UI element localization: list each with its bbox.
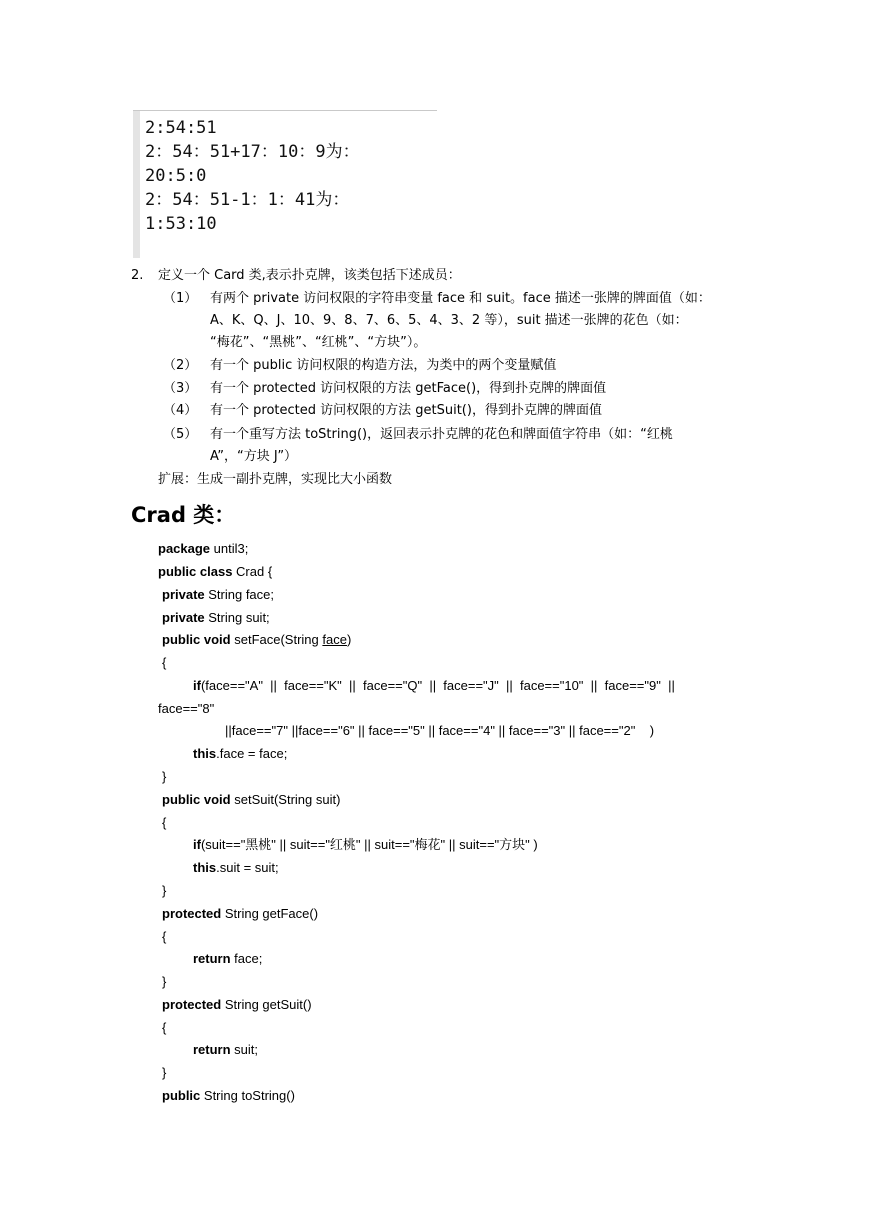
item-number: （4） — [163, 403, 198, 418]
item-text: 有一个重写方法 toString()，返回表示扑克牌的花色和牌面值字符串（如：“红桃 — [210, 427, 673, 442]
keyword: protected — [162, 997, 222, 1012]
code-line — [193, 859, 279, 877]
code-text: String face; — [204, 587, 275, 602]
item-text: “梅花”、“黑桃”、“红桃”、“方块”）。 — [210, 335, 427, 350]
console-line: 2：54：51-1：1：41为： — [145, 190, 350, 210]
code-text: (suit=="黑桃" || suit=="红桃" || suit=="梅花" || suit=="方块" ) — [200, 837, 538, 852]
item-text: 有两个 private 访问权限的字符串变量 face 和 suit。face 描述一张牌的牌面值（如： — [210, 291, 711, 306]
code-line — [162, 631, 351, 649]
keyword: if — [193, 678, 201, 693]
code-line — [193, 836, 538, 854]
keyword: private — [162, 610, 205, 625]
console-line: 20:5:0 — [145, 166, 207, 186]
code-line — [193, 677, 675, 695]
code-text: face; — [230, 951, 263, 966]
keyword: package — [158, 541, 211, 556]
keyword: public void — [162, 632, 231, 647]
code-text: (face=="A" || face=="K" || face=="Q" || face=="J" || face=="10" || face=="9" || — [200, 678, 675, 693]
code-line: { — [162, 1020, 167, 1035]
code-text: ) — [346, 632, 352, 647]
item-number: （3） — [163, 381, 198, 396]
code-line — [193, 950, 262, 968]
code-text: .face = face; — [216, 746, 288, 761]
item-number: （1） — [163, 291, 198, 306]
code-text: String getSuit() — [221, 997, 312, 1012]
console-line: 1:53:10 — [145, 214, 217, 234]
code-line: { — [162, 815, 167, 830]
code-text: until3; — [210, 541, 249, 556]
section-heading: Crad 类： — [131, 503, 236, 527]
keyword: return — [193, 951, 231, 966]
keyword: this — [193, 860, 217, 875]
keyword: public class — [158, 564, 233, 579]
keyword: if — [193, 837, 201, 852]
keyword: this — [193, 746, 217, 761]
code-text: suit; — [230, 1042, 259, 1057]
code-text: setFace(String — [230, 632, 323, 647]
console-gutter — [133, 111, 140, 258]
keyword: public void — [162, 792, 231, 807]
code-text: Crad { — [232, 564, 273, 579]
keyword: protected — [162, 906, 222, 921]
item-number: （2） — [163, 358, 198, 373]
console-line: 2：54：51+17：10：9为： — [145, 142, 360, 162]
code-line — [162, 996, 312, 1014]
console-output-screenshot — [133, 110, 437, 258]
code-line — [158, 540, 248, 558]
code-line — [162, 905, 318, 923]
code-line: { — [162, 655, 167, 670]
code-text: String suit; — [204, 610, 270, 625]
code-line: } — [162, 1065, 167, 1080]
code-text: String toString() — [200, 1088, 295, 1103]
code-line — [162, 1087, 295, 1105]
item-text: 有一个 protected 访问权限的方法 getFace()，得到扑克牌的牌面值 — [210, 381, 607, 396]
code-line — [162, 586, 274, 604]
item-text: A”，“方块 J”） — [210, 449, 298, 464]
task-extension: 扩展：生成一副扑克牌，实现比大小函数 — [158, 472, 393, 487]
code-line — [158, 563, 272, 581]
code-line: { — [162, 929, 167, 944]
item-text: 有一个 protected 访问权限的方法 getSuit()，得到扑克牌的牌面值 — [210, 403, 602, 418]
code-param: face — [322, 632, 347, 647]
item-number: （5） — [163, 427, 198, 442]
console-lines — [145, 116, 360, 236]
code-line: ||face=="7" ||face=="6" || face=="5" || face=="4" || face=="3" || face=="2" ) — [225, 723, 655, 738]
code-line: } — [162, 769, 167, 784]
code-line: } — [162, 974, 167, 989]
code-line — [193, 745, 287, 763]
keyword: private — [162, 587, 205, 602]
code-text: String getFace() — [221, 906, 319, 921]
code-line — [162, 609, 270, 627]
task-number: 2. — [131, 268, 144, 283]
console-line: 2:54:51 — [145, 118, 217, 138]
code-line: face=="8" — [158, 701, 215, 716]
code-line — [162, 791, 340, 809]
item-text: A、K、Q、J、10、9、8、7、6、5、4、3、2 等），suit 描述一张牌的花色（如： — [210, 313, 688, 328]
keyword: return — [193, 1042, 231, 1057]
code-text: .suit = suit; — [216, 860, 279, 875]
item-text: 有一个 public 访问权限的构造方法，为类中的两个变量赋值 — [210, 358, 557, 373]
code-line: } — [162, 883, 167, 898]
code-text: setSuit(String suit) — [230, 792, 341, 807]
code-line — [193, 1041, 258, 1059]
keyword: public — [162, 1088, 201, 1103]
task-intro: 定义一个 Card 类,表示扑克牌，该类包括下述成员： — [158, 268, 461, 283]
